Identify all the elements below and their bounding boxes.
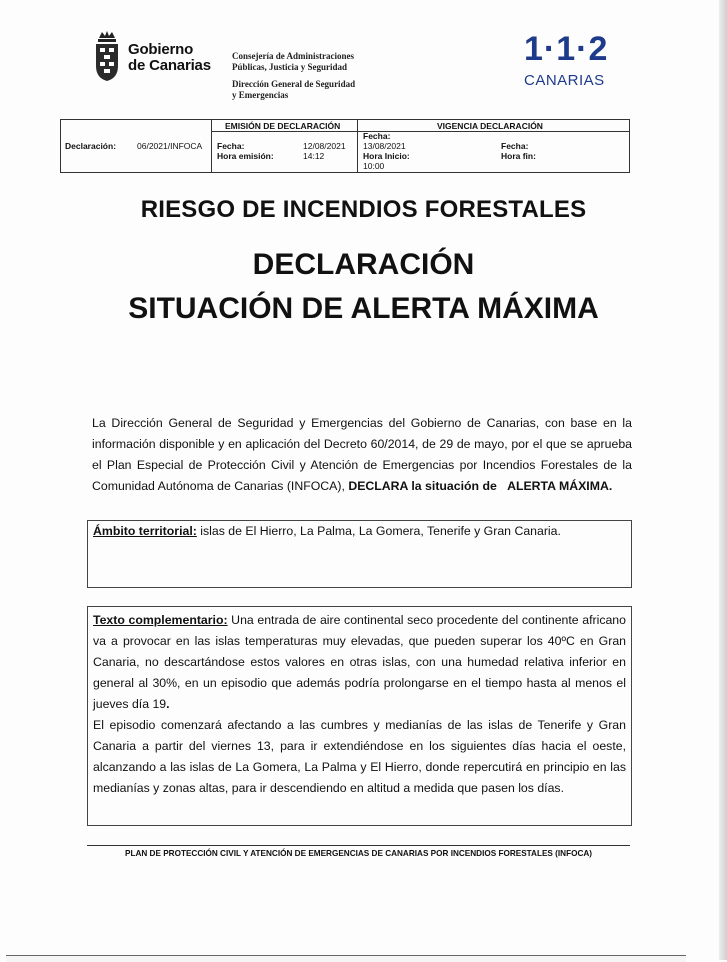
- complementario-p1-end: .: [166, 697, 170, 711]
- consejeria-line2: Públicas, Justicia y Seguridad: [232, 62, 348, 72]
- hora-emision-label: Hora emisión:: [217, 151, 274, 161]
- emision-header: EMISIÓN DE DECLARACIÓN: [225, 121, 341, 131]
- complementario-p1: Una entrada de aire continental seco procedente del continente africano va a provocar en las islas temperaturas muy elevadas, que pueden superar los 40ºC en Gran Canaria, no descartándose estos valores en otras islas, con una humedad relativa inferior en general al 30%, en un episodio que además podría prolongarse en el tiempo hasta al menos el jueves día 19: [93, 613, 626, 711]
- declaration-table: [60, 119, 630, 173]
- footer-divider: [87, 845, 630, 846]
- gobierno-line2: de Canarias: [128, 57, 211, 74]
- inicio-fecha-value: 13/08/2021: [363, 141, 406, 151]
- intro-paragraph: [92, 413, 632, 497]
- gobierno-canarias-logo: [92, 28, 222, 84]
- next-page-edge: [6, 955, 686, 962]
- emergency-112-logo: [520, 30, 620, 92]
- risk-title: RIESGO DE INCENDIOS FORESTALES: [140, 196, 587, 223]
- ambito-box: [87, 520, 632, 588]
- declaracion-number: 06/2021/INFOCA: [137, 141, 203, 151]
- complementario-box: [87, 606, 632, 826]
- page-edge-shadow: [719, 0, 727, 960]
- ambito-text: islas de El Hierro, La Palma, La Gomera, Tenerife y Gran Canaria.: [196, 524, 561, 538]
- ambito-content: [93, 524, 561, 538]
- ambito-label: Ámbito territorial:: [93, 524, 197, 538]
- gobierno-wordmark: [128, 42, 211, 74]
- logo-112-canarias: CANARIAS: [524, 72, 605, 89]
- complementario-paragraph-2: El episodio comenzará afectando a las cumbres y medianías de las islas de Tenerife y Gran Canaria a partir del viernes 13, para ir extendiéndose en los siguientes días hacia el oeste, alcanzando a las islas de La Gomera, La Palma y El Hierro, donde repercutirá en principio en las medianías y zonas altas, para ir descendiendo en altitud a medida que pasen los días.: [93, 718, 626, 795]
- direccion-line2: y Emergencias: [232, 90, 289, 100]
- vigencia-header: VIGENCIA DECLARACIÓN: [437, 121, 543, 131]
- hora-inicio-label: Hora Inicio:: [363, 151, 410, 161]
- fin-fecha-label: Fecha:: [501, 141, 529, 151]
- consejeria-block: [232, 51, 355, 101]
- logo-112-number: 1·1·2: [524, 30, 609, 68]
- hora-inicio-value: 10:00: [363, 161, 385, 171]
- declaration-title: DECLARACIÓN: [252, 248, 475, 281]
- gobierno-line1: Gobierno: [128, 41, 194, 58]
- footer-plan-text: PLAN DE PROTECCIÓN CIVIL Y ATENCIÓN DE EMERGENCIAS DE CANARIAS POR INCENDIOS FORESTALES (INFOCA): [124, 849, 593, 858]
- emision-fecha-value: 12/08/2021: [303, 141, 346, 151]
- coat-of-arms-icon: [92, 28, 122, 82]
- inicio-fecha-label: Fecha:: [363, 131, 391, 141]
- emision-fecha-label: Fecha:: [217, 141, 245, 151]
- alert-title: SITUACIÓN DE ALERTA MÁXIMA: [128, 292, 599, 325]
- consejeria-line1: Consejería de Administraciones: [232, 51, 354, 61]
- intro-text: La Dirección General de Seguridad y Emergencias del Gobierno de Canarias, con base en la información disponible y en aplicación del Decreto 60/2014, de 29 de mayo, por el que se aprueba el Plan Especial de Protección Civil y Atención de Emergencias por Incendios Forestales de la Comunidad Autónoma de Canarias (INFOCA),: [92, 416, 632, 493]
- direccion-line1: Dirección General de Seguridad: [232, 79, 356, 89]
- complementario-content: [93, 610, 626, 799]
- hora-fin-label: Hora fin:: [501, 151, 536, 161]
- declaracion-label: Declaración:: [65, 141, 117, 151]
- intro-alerta: ALERTA MÁXIMA.: [507, 479, 613, 493]
- intro-declara: DECLARA la situación de: [348, 479, 497, 493]
- complementario-paragraph-1: [93, 610, 626, 715]
- hora-emision-value: 14:12: [303, 151, 325, 161]
- complementario-label: Texto complementario:: [93, 613, 228, 627]
